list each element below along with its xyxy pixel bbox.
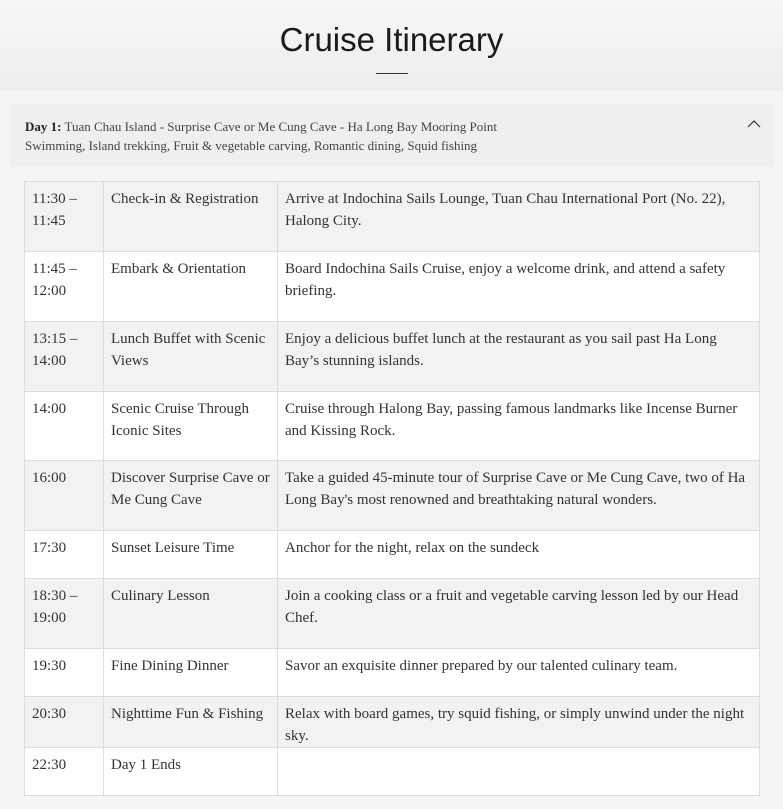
description-cell: Cruise through Halong Bay, passing famous landmarks like Incense Burner and Kissing Rock. xyxy=(278,392,760,461)
time-cell: 14:00 xyxy=(25,392,104,461)
description-cell xyxy=(278,748,760,796)
table-row xyxy=(25,579,760,649)
time-cell: 17:30 xyxy=(25,531,104,579)
time-cell: 11:30 – 11:45 xyxy=(25,182,104,252)
time-cell: 22:30 xyxy=(25,748,104,796)
description-cell: Relax with board games, try squid fishing, or simply unwind under the night sky. xyxy=(278,697,760,748)
table-row xyxy=(25,697,760,748)
day-1-accordion-header[interactable] xyxy=(9,104,775,167)
table-row xyxy=(25,182,760,252)
description-cell: Savor an exquisite dinner prepared by our talented culinary team. xyxy=(278,649,760,697)
table-row xyxy=(25,461,760,531)
activity-cell: Sunset Leisure Time xyxy=(104,531,278,579)
activity-cell: Culinary Lesson xyxy=(104,579,278,649)
description-cell: Board Indochina Sails Cruise, enjoy a welcome drink, and attend a safety briefing. xyxy=(278,252,760,322)
activity-cell: Discover Surprise Cave or Me Cung Cave xyxy=(104,461,278,531)
activity-cell: Check-in & Registration xyxy=(104,182,278,252)
day-activities: Swimming, Island trekking, Fruit & vegetable carving, Romantic dining, Squid fishing xyxy=(25,138,478,153)
description-cell: Enjoy a delicious buffet lunch at the restaurant as you sail past Ha Long Bay’s stunning islands. xyxy=(278,322,760,392)
activity-cell: Day 1 Ends xyxy=(104,748,278,796)
title-divider xyxy=(376,73,408,74)
table-row xyxy=(25,252,760,322)
activity-cell: Embark & Orientation xyxy=(104,252,278,322)
time-cell: 13:15 – 14:00 xyxy=(25,322,104,392)
chevron-up-icon[interactable] xyxy=(747,119,761,129)
time-cell: 18:30 – 19:00 xyxy=(25,579,104,649)
table-row xyxy=(25,531,760,579)
itinerary-table xyxy=(24,181,760,796)
description-cell: Arrive at Indochina Sails Lounge, Tuan Chau International Port (No. 22), Halong City. xyxy=(278,182,760,252)
time-cell: 19:30 xyxy=(25,649,104,697)
table-row xyxy=(25,748,760,796)
activity-cell: Scenic Cruise Through Iconic Sites xyxy=(104,392,278,461)
table-row xyxy=(25,322,760,392)
time-cell: 11:45 – 12:00 xyxy=(25,252,104,322)
day-route xyxy=(25,119,497,135)
description-cell: Join a cooking class or a fruit and vegetable carving lesson led by our Head Chef. xyxy=(278,579,760,649)
description-cell: Take a guided 45-minute tour of Surprise Cave or Me Cung Cave, two of Ha Long Bay's most renowned and breathtaking natural wonders. xyxy=(278,461,760,531)
page-header xyxy=(0,0,783,90)
activity-cell: Fine Dining Dinner xyxy=(104,649,278,697)
day-label: Day 1: xyxy=(25,119,62,134)
activity-cell: Lunch Buffet with Scenic Views xyxy=(104,322,278,392)
page-title: Cruise Itinerary xyxy=(279,21,504,58)
time-cell: 16:00 xyxy=(25,461,104,531)
description-cell: Anchor for the night, relax on the sundeck xyxy=(278,531,760,579)
table-row xyxy=(25,649,760,697)
time-cell: 20:30 xyxy=(25,697,104,748)
day-route-text: Tuan Chau Island - Surprise Cave or Me Cung Cave - Ha Long Bay Mooring Point xyxy=(64,119,497,134)
activity-cell: Nighttime Fun & Fishing xyxy=(104,697,278,748)
table-row xyxy=(25,392,760,461)
